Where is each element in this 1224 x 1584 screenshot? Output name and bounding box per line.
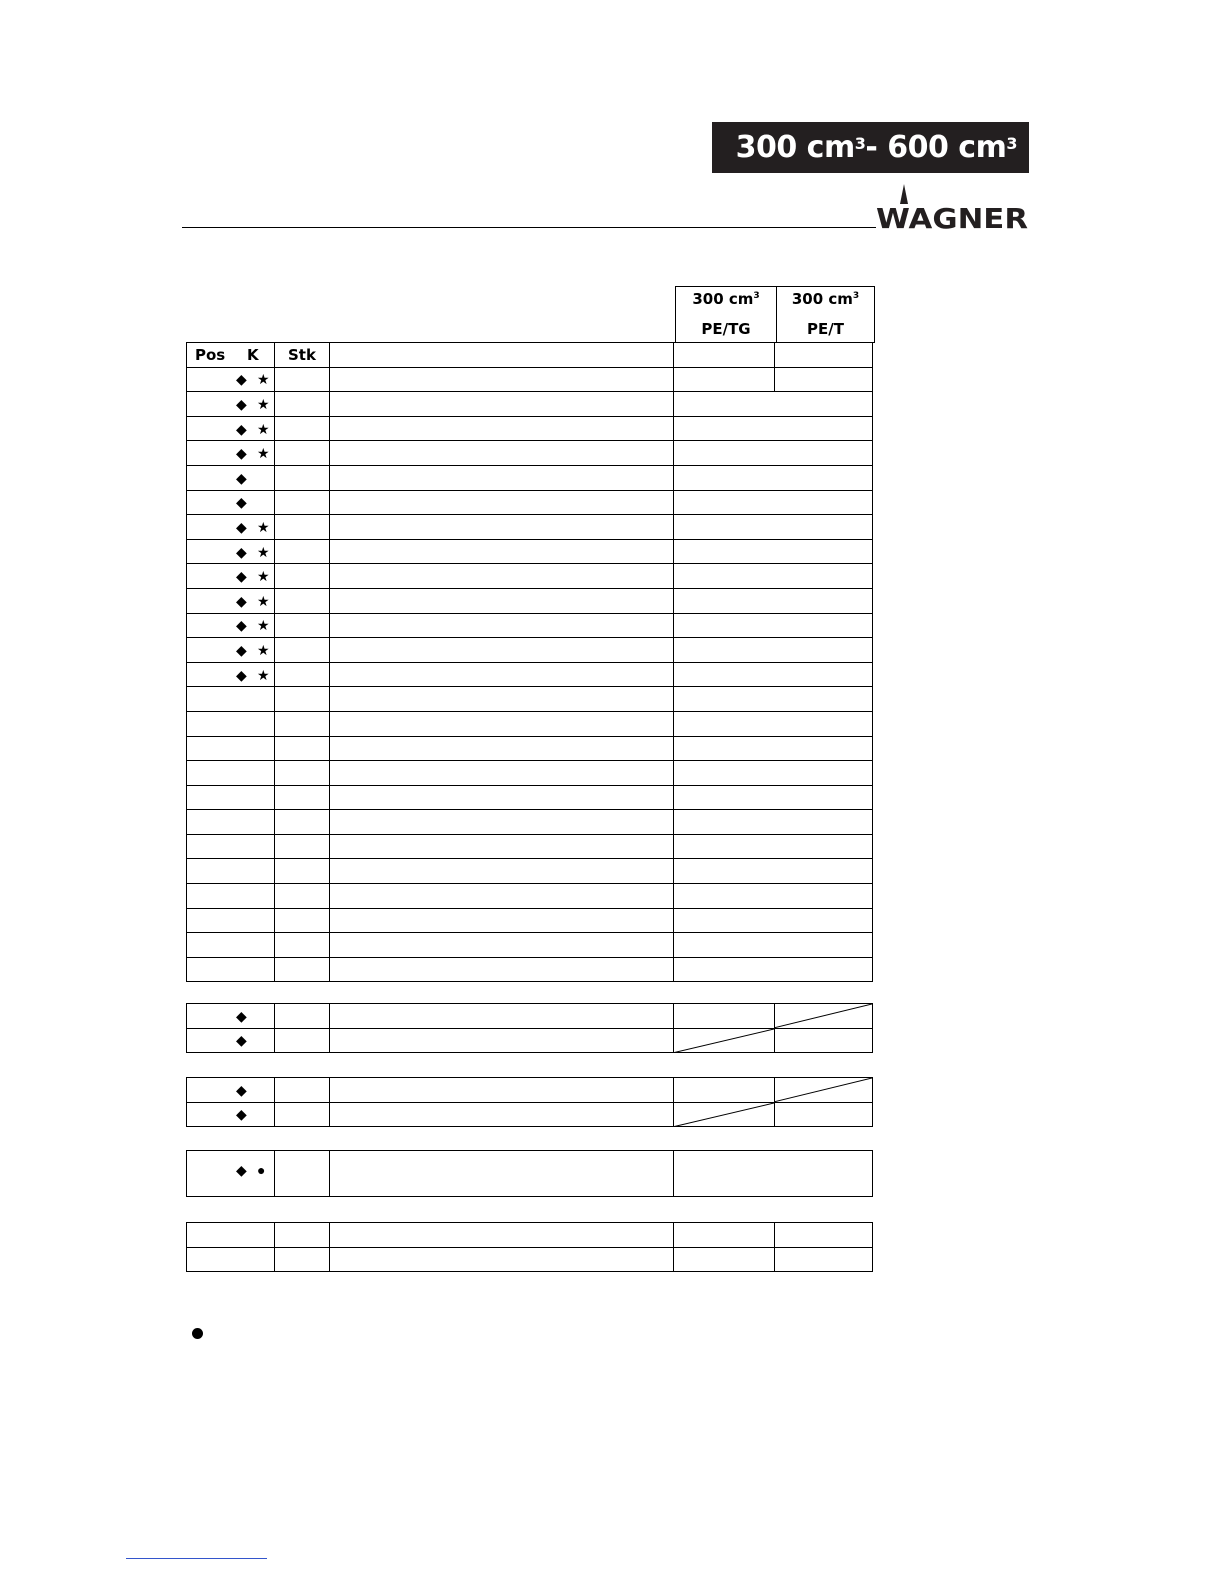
table-row: ◆ ★ (187, 392, 873, 417)
table-row: ◆ ★ (187, 638, 873, 663)
wagner-logo (876, 182, 1030, 230)
bottom-link-underline[interactable] (126, 1558, 267, 1559)
table-row (187, 884, 873, 909)
badge-text-a: 300 cm (735, 130, 855, 165)
not-applicable-cell (674, 1028, 775, 1053)
variant-a-cell (674, 343, 775, 368)
svg-text:WAGNER: WAGNER (876, 202, 1028, 230)
table-row: ◆ (187, 1028, 873, 1053)
table-row (187, 1247, 873, 1272)
table-row (187, 367, 873, 392)
table-row (187, 1223, 873, 1248)
parts-table-group-2 (186, 1003, 873, 1053)
header-rule (182, 227, 876, 228)
stk-header: Stk (275, 343, 330, 368)
table-row: ◆ ★ (187, 564, 873, 589)
table-row: ◆ ★ (187, 588, 873, 613)
variant-b-cell (775, 343, 873, 368)
table-row (187, 957, 873, 982)
model-badge (712, 122, 1029, 173)
parts-table-group-5 (186, 1222, 873, 1272)
table-row (187, 859, 873, 884)
k-cell: ◆ ★ (187, 367, 275, 392)
table-row: ◆ ● (187, 1151, 873, 1197)
table-row (187, 687, 873, 712)
pos-k-header (187, 343, 275, 368)
variant-a-header: 300 $cm^3$ PE/TG (675, 286, 777, 343)
pos-header: Pos (195, 345, 226, 364)
desc-cell (330, 367, 674, 392)
not-applicable-cell (775, 1004, 873, 1029)
stk-cell (275, 367, 330, 392)
variant-b-cell (775, 367, 873, 392)
table-header-row (187, 343, 873, 368)
table-row (187, 933, 873, 958)
table-row: ◆ ★ (187, 539, 873, 564)
table-row (187, 711, 873, 736)
table-row: ◆ (187, 1078, 873, 1103)
table-row: ◆ (187, 465, 873, 490)
not-applicable-cell (674, 1102, 775, 1127)
desc-header (330, 343, 674, 368)
table-row (187, 785, 873, 810)
footnote-bullet (192, 1328, 203, 1339)
not-applicable-cell (775, 1078, 873, 1103)
badge-sup-b: 3 (1006, 134, 1017, 153)
table-row (187, 736, 873, 761)
table-row: ◆ ★ (187, 515, 873, 540)
table-row: ◆ ★ (187, 416, 873, 441)
table-row (187, 810, 873, 835)
badge-sup-a: 3 (854, 134, 866, 153)
table-row: ◆ (187, 490, 873, 515)
parts-table-group-3 (186, 1077, 873, 1127)
variant-b-header: 300 $cm^3$ PE/T (776, 286, 875, 343)
table-row (187, 761, 873, 786)
table-row: ◆ (187, 1004, 873, 1029)
k-header: K (247, 345, 259, 364)
table-row: ◆ ★ (187, 662, 873, 687)
parts-table-group-4 (186, 1150, 873, 1197)
table-row (187, 834, 873, 859)
parts-table (186, 342, 873, 982)
table-row (187, 908, 873, 933)
variant-a-cell (674, 367, 775, 392)
table-row: ◆ (187, 1102, 873, 1127)
table-row: ◆ ★ (187, 441, 873, 466)
table-row: ◆ ★ (187, 613, 873, 638)
badge-text-b: - 600 cm (865, 130, 1007, 165)
